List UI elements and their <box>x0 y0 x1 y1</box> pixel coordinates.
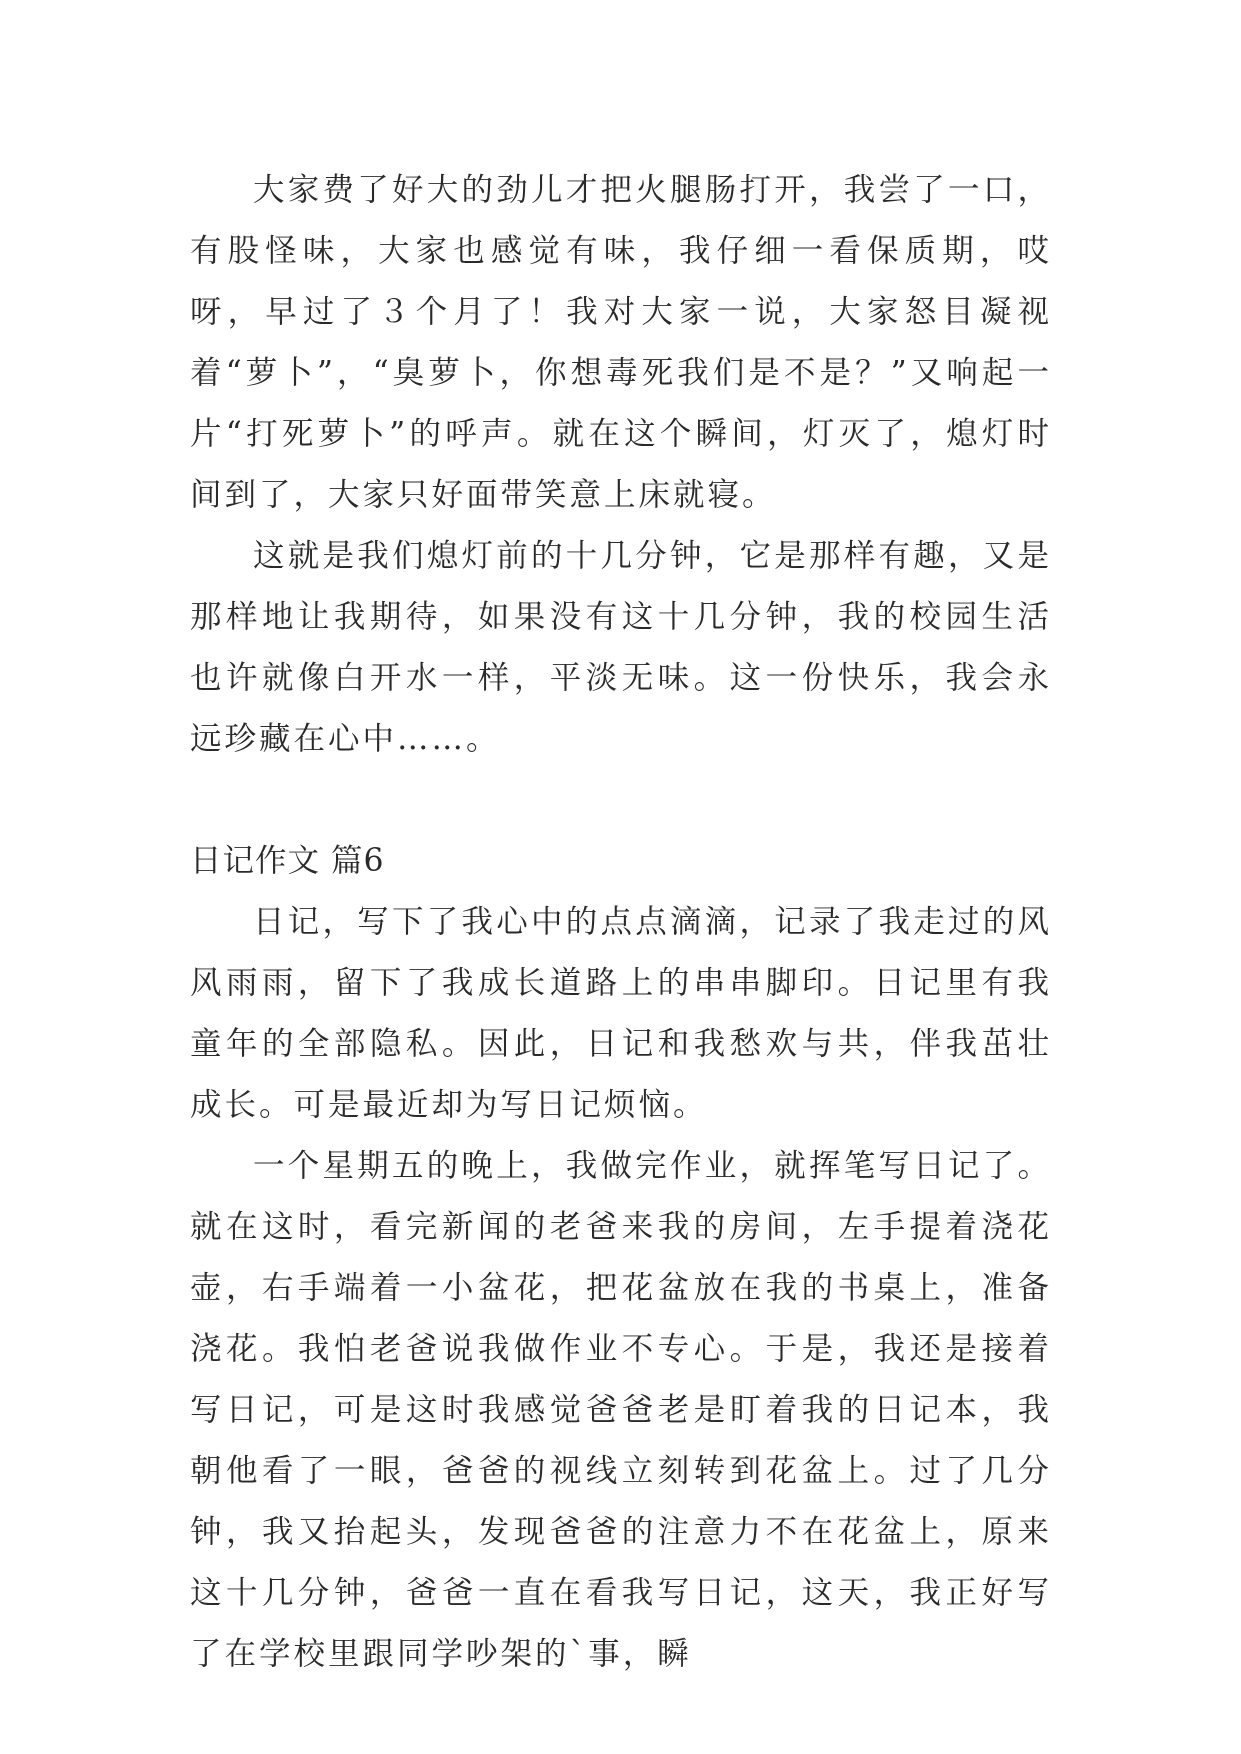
paragraph-ham-sausage: 大家费了好大的劲儿才把火腿肠打开，我尝了一口，有股怪味，大家也感觉有味，我仔细一看保质期，哎呀，早过了３个月了！我对大家一说，大家怒目凝视着“萝卜”，“臭萝卜，你想毒死我们是不是？”又响起一片“打死萝卜”的呼声。就在这个瞬间，灯灭了，熄灯时间到了，大家只好面带笑意上床就寝。 <box>190 172 1052 513</box>
paragraph-diary-intro: 日记，写下了我心中的点点滴滴，记录了我走过的风风雨雨，留下了我成长道路上的串串脚印。日记里有我童年的全部隐私。因此，日记和我愁欢与共，伴我茁壮成长。可是最近却为写日记烦恼。 <box>190 904 1052 1123</box>
paragraph-friday-evening: 一个星期五的晚上，我做完作业，就挥笔写日记了。就在这时，看完新闻的老爸来我的房间，左手提着浇花壶，右手端着一小盆花，把花盆放在我的书桌上，准备浇花。我怕老爸说我做作业不专心。于是，我还是接着写日记，可是这时我感觉爸爸老是盯着我的日记本，我朝他看了一眼，爸爸的视线立刻转到花盆上。过了几分钟，我又抬起头，发现爸爸的注意力不在花盆上，原来这十几分钟，爸爸一直在看我写日记，这天，我正好写了在学校里跟同学吵架的`事，瞬 <box>190 1148 1052 1672</box>
paragraph-before-lights-out: 这就是我们熄灯前的十几分钟，它是那样有趣，又是那样地让我期待，如果没有这十几分钟，我的校园生活也许就像白开水一样，平淡无味。这一份快乐，我会永远珍藏在心中……。 <box>190 538 1052 757</box>
section-heading: 日记作文 篇6 <box>190 843 385 879</box>
document-page <box>190 160 1052 1685</box>
